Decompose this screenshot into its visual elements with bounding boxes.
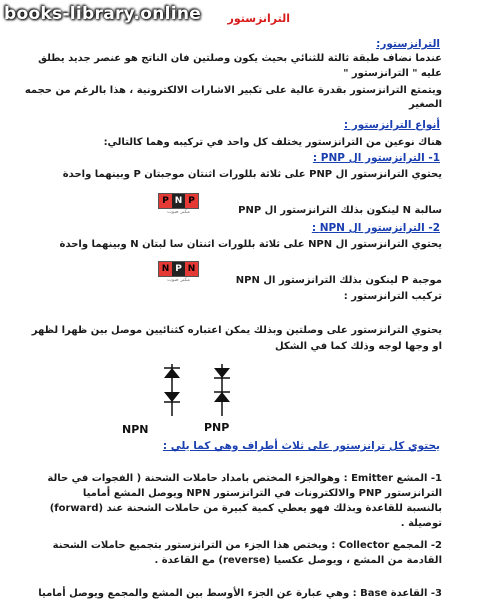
pnp-diagram-label: PNP xyxy=(204,421,230,434)
npn-diagram-label: NPN xyxy=(122,423,149,436)
intro-heading: الترانزستور: xyxy=(376,38,440,50)
npn-chip-layer-2: P xyxy=(172,262,185,276)
pnp-heading: 1- الترانزستور ال PNP : xyxy=(312,152,440,164)
emitter-line-1: 1- المشع Emitter : وهوالجزء المختص بامداد حاملات الشحنة ( الفجوات في حالة xyxy=(47,473,442,484)
structure-paragraph-1: يحتوي الترانزستور على وصلتين وبذلك يمكن اعتباره كثنائيين موصل بين ظهرا لظهر xyxy=(31,325,442,336)
intro-paragraph-1: عندما نضاف طبقة ثالثة للثنائي بحيث يكون وصلتين فان الناتج هو عنصر جديد يطلق xyxy=(38,53,442,64)
collector-line-2: القادمة من المشع ، ويوصل عكسيا (reverse) مع القاعدة . xyxy=(154,555,442,566)
emitter-line-4: توصيلة . xyxy=(400,518,442,529)
pnp-chip-layer-1: P xyxy=(159,194,172,208)
structure-paragraph-2: او وجها لوجه وذلك كما في الشكل xyxy=(274,341,442,352)
emitter-line-2: الترانزستور PNP والالكترونات في الترانزستور NPN ويوصل المشع أماميا xyxy=(82,488,442,499)
page-title: الترانزستور xyxy=(227,12,290,25)
pnp-description-2: سالبة N لينكون بذلك الترانزستور ال PNP xyxy=(238,205,442,216)
npn-chip-caption: مكبر صوت xyxy=(167,277,190,283)
intro-paragraph-3: ويتمتع الترانزستور بقدرة عالية على تكبير الاشارات الالكترونية ، هذا بالرغم من حجمه xyxy=(24,85,442,96)
terminals-heading: يحتوي كل ترانزستور على ثلاث أطراف وهي كما يلي : xyxy=(162,440,440,452)
npn-chip-layer-3: N xyxy=(185,262,198,276)
types-lead: هناك نوعين من الترانزستور يختلف كل واحد في تركيبه وهما كالتالي: xyxy=(103,137,442,148)
pnp-chip-layer-3: P xyxy=(185,194,198,208)
pnp-diode-pair xyxy=(214,364,230,416)
intro-paragraph-4: الصغير xyxy=(409,99,442,110)
npn-description-2: موجبة P لينكون بذلك الترانزستور ال NPN xyxy=(235,275,442,286)
intro-paragraph-2: عليه " الترانزستور " xyxy=(343,68,442,79)
emitter-line-3: (forward) بالنسبة للقاعدة وبذلك فهو يعطي كمية كبيرة من حاملات الشحنة عند xyxy=(49,503,442,514)
npn-chip-layer-1: N xyxy=(159,262,172,276)
site-watermark: books-library.online xyxy=(4,4,202,24)
collector-line-1: 2- المجمع Collector : ويختص هذا الجزء من الترانزستور بتجميع حاملات الشحنة xyxy=(52,540,442,551)
base-line-1: 3- القاعدة Base : وهي عبارة عن الجزء الأوسط بين المشع والمجمع ويوصل أماميا xyxy=(38,588,442,599)
diode-diagram xyxy=(150,362,250,418)
structure-heading: تركيب الترانزستور : xyxy=(343,291,442,302)
npn-description: يحتوي الترانزستور ال NPN على ثلاثة بللورات اثنتان سا لبتان N وبينهما واحدة xyxy=(59,239,442,250)
pnp-description: يحتوي الترانزستور ال PNP على ثلاثة بللورات اثنتان موجبتان P وبينهما واحدة xyxy=(62,169,442,180)
pnp-chip-layer-2: N xyxy=(172,194,185,208)
types-heading: أنواع الترانزستور : xyxy=(343,119,440,131)
pnp-chip-caption: مكبر صوت xyxy=(167,209,190,215)
npn-diode-pair xyxy=(164,364,180,416)
npn-heading: 2- الترانزستور ال NPN : xyxy=(311,222,440,234)
